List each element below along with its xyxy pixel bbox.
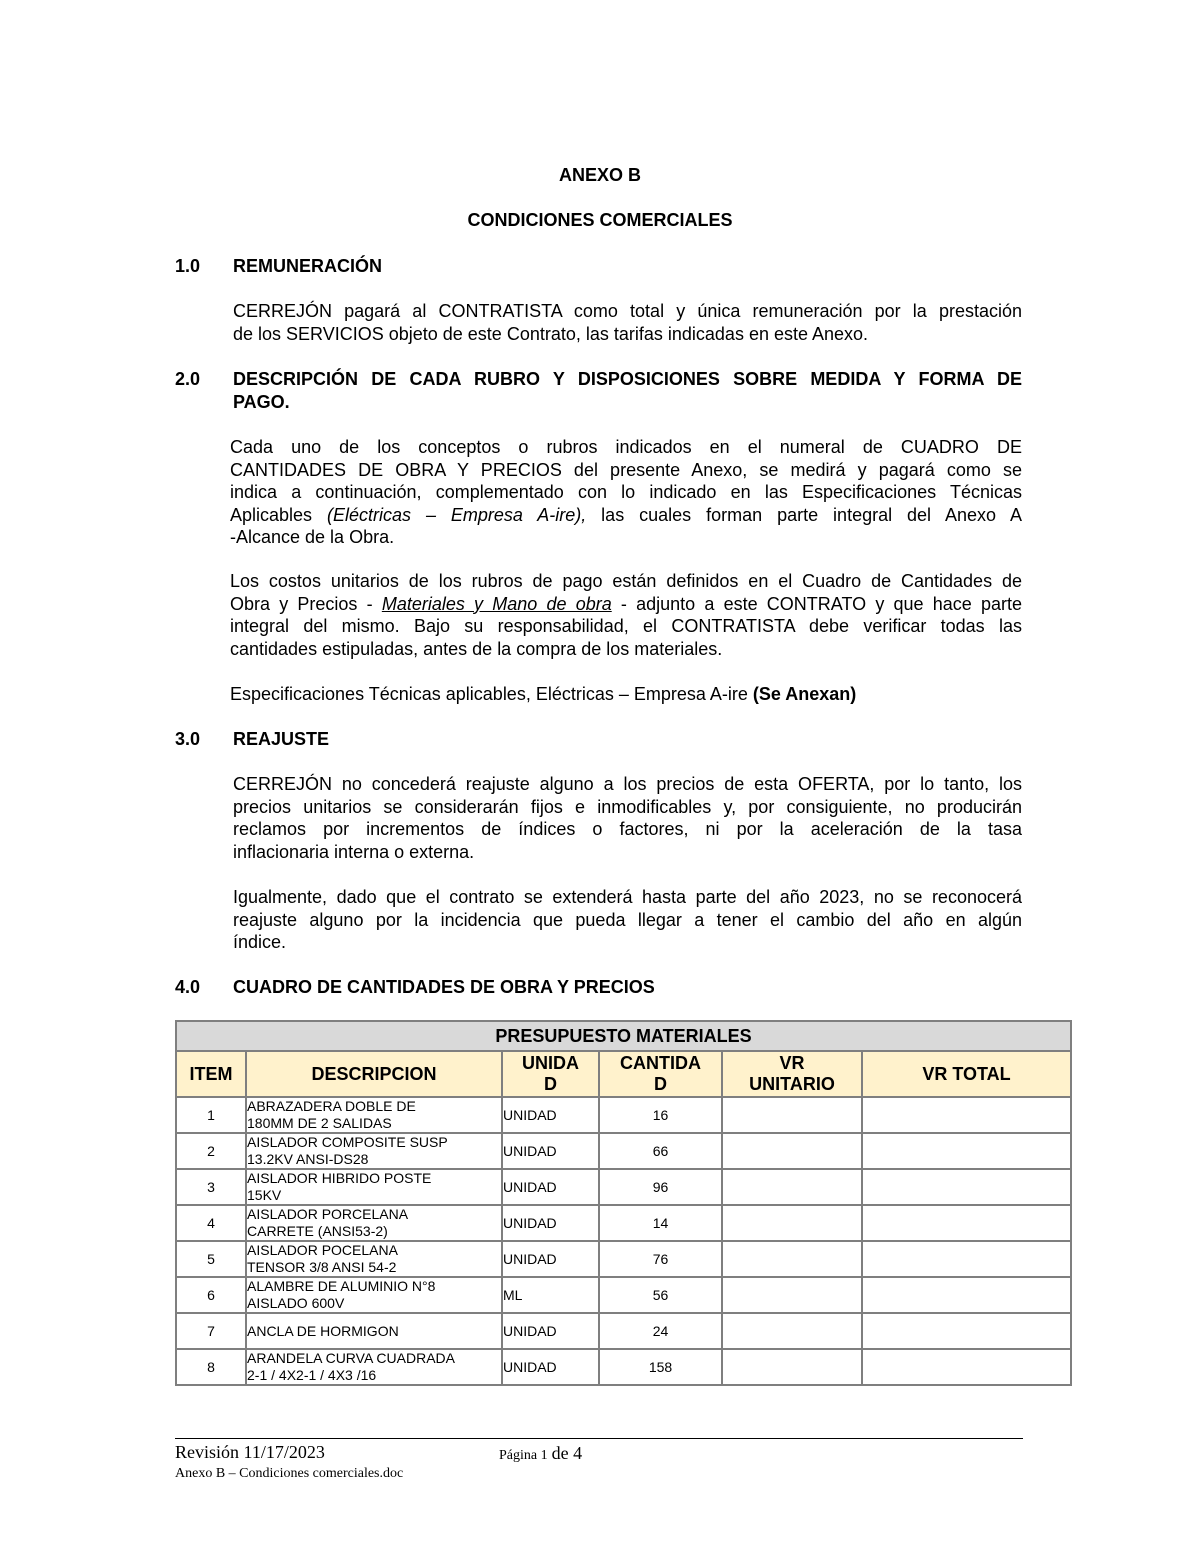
cell-unidad: UNIDAD bbox=[502, 1313, 599, 1349]
description-line: AISLADOR POCELANA bbox=[247, 1242, 398, 1258]
cell-item: 3 bbox=[176, 1169, 246, 1205]
text-line: inflacionaria interna o externa. bbox=[233, 841, 475, 862]
table-row bbox=[176, 1313, 1071, 1349]
text-run: Especificaciones Técnicas aplicables, Eléctricas – Empresa A-ire bbox=[230, 684, 753, 704]
cell-vr-unitario bbox=[722, 1313, 862, 1349]
footer-page-number bbox=[499, 1443, 582, 1464]
text-line: reclamos por incrementos de índices o factores, ni por la aceleración de la tasa bbox=[233, 819, 1022, 839]
description-line: ALAMBRE DE ALUMINIO N°8 bbox=[247, 1278, 436, 1294]
description-line: ANCLA DE HORMIGON bbox=[247, 1322, 399, 1339]
description-line: 2-1 / 4X2-1 / 4X3 /16 bbox=[247, 1367, 377, 1383]
header-vr-unitario bbox=[722, 1051, 862, 1097]
description-line: ABRAZADERA DOBLE DE bbox=[247, 1098, 416, 1114]
title-line: DESCRIPCIÓN DE CADA RUBRO Y DISPOSICIONES SOBRE MEDIDA Y FORMA DE bbox=[233, 369, 1022, 389]
document-subtitle: CONDICIONES COMERCIALES bbox=[467, 210, 733, 230]
header-line: D bbox=[654, 1074, 667, 1094]
section-4-title: CUADRO DE CANTIDADES DE OBRA Y PRECIOS bbox=[233, 977, 655, 997]
text-line: indica a continuación, complementado con lo indicado en las Especificaciones Técnicas bbox=[230, 482, 1022, 502]
cell-unidad: UNIDAD bbox=[502, 1097, 599, 1133]
cell-unidad: UNIDAD bbox=[502, 1169, 599, 1205]
cell-descripcion bbox=[246, 1313, 502, 1349]
header-descripcion: DESCRIPCION bbox=[246, 1051, 502, 1097]
description-line: 13.2KV ANSI-DS28 bbox=[247, 1151, 369, 1167]
cell-vr-unitario bbox=[722, 1097, 862, 1133]
table-row bbox=[176, 1277, 1071, 1313]
text-line: CERREJÓN no concederá reajuste alguno a los precios de esta OFERTA, por lo tanto, los bbox=[233, 774, 1022, 794]
header-line: UNITARIO bbox=[749, 1074, 835, 1094]
cell-vr-total bbox=[862, 1169, 1071, 1205]
cell-vr-unitario bbox=[722, 1205, 862, 1241]
cell-descripcion bbox=[246, 1349, 502, 1385]
cell-descripcion bbox=[246, 1241, 502, 1277]
table-body bbox=[176, 1097, 1071, 1385]
text-run-italic: (Eléctricas – Empresa A-ire), bbox=[327, 504, 587, 525]
text-run: Aplicables bbox=[230, 504, 327, 525]
cell-descripcion bbox=[246, 1277, 502, 1313]
text-line: cantidades estipuladas, antes de la compra de los materiales. bbox=[230, 638, 723, 659]
header-line: CANTIDA bbox=[620, 1053, 701, 1073]
cell-cantidad: 66 bbox=[599, 1133, 722, 1169]
footer-page-total: de 4 bbox=[551, 1443, 583, 1463]
footer-revision: Revisión 11/17/2023 bbox=[175, 1442, 325, 1462]
header-cantidad bbox=[599, 1051, 722, 1097]
header-vr-total: VR TOTAL bbox=[862, 1051, 1071, 1097]
cell-cantidad: 56 bbox=[599, 1277, 722, 1313]
description-line: TENSOR 3/8 ANSI 54-2 bbox=[247, 1259, 397, 1275]
text-line bbox=[230, 504, 1022, 527]
text-run-bold: (Se Anexan) bbox=[752, 684, 857, 704]
cell-descripcion bbox=[246, 1169, 502, 1205]
cell-vr-unitario bbox=[722, 1277, 862, 1313]
cell-item: 2 bbox=[176, 1133, 246, 1169]
cell-item: 6 bbox=[176, 1277, 246, 1313]
cell-item: 5 bbox=[176, 1241, 246, 1277]
text-line: CANTIDADES DE OBRA Y PRECIOS del presente Anexo, se medirá y pagará como se bbox=[230, 459, 1022, 480]
description-line: CARRETE (ANSI53-2) bbox=[247, 1223, 388, 1239]
header-line: VR bbox=[779, 1053, 805, 1073]
description-line: AISLADOR PORCELANA bbox=[247, 1206, 409, 1222]
cell-vr-unitario bbox=[722, 1169, 862, 1205]
footer-divider bbox=[175, 1438, 1023, 1439]
cell-cantidad: 158 bbox=[599, 1349, 722, 1385]
section-2-number: 2.0 bbox=[175, 369, 201, 389]
table-row bbox=[176, 1241, 1071, 1277]
text-line: índice. bbox=[233, 932, 287, 952]
cell-unidad: ML bbox=[502, 1277, 599, 1313]
description-line: 180MM DE 2 SALIDAS bbox=[247, 1115, 392, 1131]
description-line: 15KV bbox=[247, 1187, 282, 1203]
text-line: CERREJÓN pagará al CONTRATISTA como total y única remuneración por la prestación bbox=[233, 301, 1022, 321]
cell-descripcion bbox=[246, 1133, 502, 1169]
text-line bbox=[230, 593, 1022, 616]
text-run: las cuales forman parte integral del Anexo A bbox=[586, 504, 1023, 525]
table-caption: PRESUPUESTO MATERIALES bbox=[176, 1021, 1071, 1051]
cell-item: 4 bbox=[176, 1205, 246, 1241]
cell-unidad: UNIDAD bbox=[502, 1241, 599, 1277]
cell-vr-unitario bbox=[722, 1349, 862, 1385]
section-2-paragraph-2 bbox=[230, 570, 1022, 660]
cell-unidad: UNIDAD bbox=[502, 1133, 599, 1169]
section-2-paragraph-3 bbox=[230, 683, 1022, 706]
description-line: AISLADO 600V bbox=[247, 1295, 345, 1311]
table-row bbox=[176, 1133, 1071, 1169]
cell-unidad: UNIDAD bbox=[502, 1205, 599, 1241]
cell-vr-total bbox=[862, 1349, 1071, 1385]
footer-page-label: Página 1 bbox=[499, 1448, 548, 1463]
section-1-number: 1.0 bbox=[175, 256, 201, 276]
cell-cantidad: 14 bbox=[599, 1205, 722, 1241]
cell-cantidad: 96 bbox=[599, 1169, 722, 1205]
text-line: precios unitarios se considerarán fijos e inmodificables y, por consiguiente, no producirán bbox=[233, 796, 1022, 817]
cell-item: 1 bbox=[176, 1097, 246, 1133]
section-3-number: 3.0 bbox=[175, 729, 201, 749]
cell-vr-total bbox=[862, 1133, 1071, 1169]
section-4-number: 4.0 bbox=[175, 977, 201, 997]
text-run: Obra y Precios - bbox=[230, 593, 382, 614]
section-3-paragraph-1 bbox=[233, 773, 1022, 863]
text-run-underlined: Materiales y Mano de obra bbox=[381, 593, 612, 614]
cell-vr-total bbox=[862, 1313, 1071, 1349]
cell-unidad: UNIDAD bbox=[502, 1349, 599, 1385]
cell-item: 8 bbox=[176, 1349, 246, 1385]
table-row bbox=[176, 1349, 1071, 1385]
header-line: UNIDA bbox=[522, 1053, 579, 1073]
cell-cantidad: 24 bbox=[599, 1313, 722, 1349]
text-line: Los costos unitarios de los rubros de pago están definidos en el Cuadro de Cantidades de bbox=[230, 571, 1022, 591]
table-row bbox=[176, 1205, 1071, 1241]
document-title: ANEXO B bbox=[558, 165, 641, 185]
cell-vr-unitario bbox=[722, 1241, 862, 1277]
table-row bbox=[176, 1169, 1071, 1205]
cell-vr-total bbox=[862, 1277, 1071, 1313]
cell-descripcion bbox=[246, 1205, 502, 1241]
cell-cantidad: 76 bbox=[599, 1241, 722, 1277]
description-line: ARANDELA CURVA CUADRADA bbox=[247, 1350, 455, 1366]
section-1-paragraph bbox=[233, 300, 1022, 345]
cell-vr-unitario bbox=[722, 1133, 862, 1169]
header-unidad bbox=[502, 1051, 599, 1097]
footer-filename: Anexo B – Condiciones comerciales.doc bbox=[175, 1466, 404, 1481]
text-line: -Alcance de la Obra. bbox=[230, 527, 395, 547]
text-line: integral del mismo. Bajo su responsabilidad, el CONTRATISTA debe verificar todas las bbox=[230, 616, 1022, 636]
description-line: AISLADOR COMPOSITE SUSP bbox=[247, 1134, 448, 1150]
title-line: PAGO. bbox=[233, 391, 290, 412]
description-line: AISLADOR HIBRIDO POSTE bbox=[247, 1170, 432, 1186]
budget-table bbox=[175, 1020, 1072, 1386]
cell-descripcion bbox=[246, 1097, 502, 1133]
cell-vr-total bbox=[862, 1097, 1071, 1133]
section-1-title: REMUNERACIÓN bbox=[233, 256, 383, 276]
cell-item: 7 bbox=[176, 1313, 246, 1349]
text-line: Cada uno de los conceptos o rubros indicados en el numeral de CUADRO DE bbox=[230, 437, 1022, 457]
text-line: reajuste alguno por la incidencia que pueda llegar a tener el cambio del año en algún bbox=[233, 909, 1022, 930]
table-row bbox=[176, 1097, 1071, 1133]
cell-vr-total bbox=[862, 1205, 1071, 1241]
header-line: D bbox=[544, 1074, 557, 1094]
section-2-paragraph-1 bbox=[230, 436, 1022, 549]
text-line bbox=[230, 683, 1022, 706]
text-run: - adjunto a este CONTRATO y que hace parte bbox=[611, 593, 1023, 614]
cell-cantidad: 16 bbox=[599, 1097, 722, 1133]
section-2-title bbox=[233, 368, 1022, 413]
section-3-title: REAJUSTE bbox=[233, 729, 330, 749]
text-line: de los SERVICIOS objeto de este Contrato, las tarifas indicadas en este Anexo. bbox=[233, 323, 869, 344]
section-3-paragraph-2 bbox=[233, 886, 1022, 954]
cell-vr-total bbox=[862, 1241, 1071, 1277]
text-line: Igualmente, dado que el contrato se extenderá hasta parte del año 2023, no se reconocerá bbox=[233, 887, 1022, 907]
header-item: ITEM bbox=[176, 1051, 246, 1097]
